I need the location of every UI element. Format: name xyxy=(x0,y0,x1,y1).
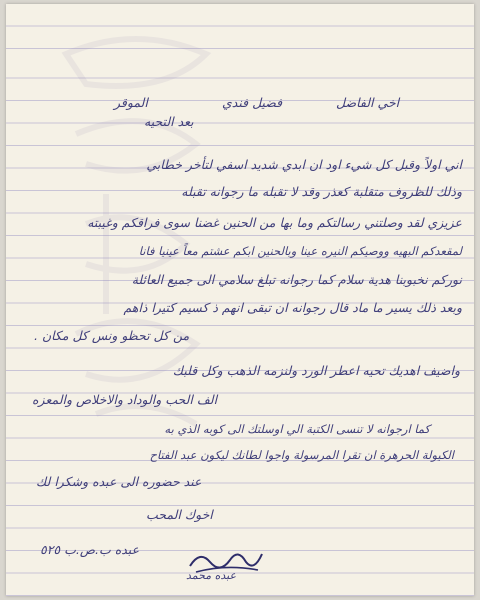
greeting-name: اخي الفاضل xyxy=(336,95,400,110)
body-line: وذلك للظروف متقلبة كعذر وقد لا تقبله ما رجوانه تقبله xyxy=(181,184,462,199)
closing-line: الكيولة الحرهرة ان تقرا المرسولة واجوا لطانك ليكون عبد الفتاح xyxy=(149,448,454,462)
signer-name: عبده محمد xyxy=(186,569,237,582)
greeting-person: فضيل فندي xyxy=(222,95,283,110)
greeting-honorific: الموقر xyxy=(114,95,148,110)
closing-line: الف الحب والوداد والاخلاص والمعزه xyxy=(32,392,218,407)
body-line: اني اولاً وقبل كل شيء اود ان ابدي شديد اسفي لتأخر خطابي xyxy=(146,157,462,172)
closing-line: كما ارجوانه لا تنسى الكتبة الي اوسلتك الى كوبه الذي به xyxy=(164,422,430,436)
sign-off: اخوك المحب xyxy=(146,507,213,522)
closing-line: عند حضوره الى عبده وشكرا لك xyxy=(36,474,202,489)
body-line: لمقعدكم البهيه ووصيكم النيره عينا وبالحنين ابكم عشتم معاً عينيا فانا xyxy=(138,244,462,258)
watermark-calligraphy xyxy=(46,14,226,454)
body-line: وبعد ذلك يسير ما ماد قال رجوانه ان تبقى انهم ذ كسيم كتيرا ذاهم xyxy=(123,300,462,315)
body-line: من كل تحظو ونس كل مكان . xyxy=(34,328,190,343)
body-line: نوركم نخبوبنا هدية سلام كما رجوانه تبلغ سلامي الى جميع العائلة xyxy=(131,272,462,287)
body-line: عزيزي لقد وصلتني رسالتكم وما بها من الحنين غضنا سوى فراقكم وغيبته xyxy=(87,215,462,230)
sender-address: عبده ب.ص.ب ٥٢٥ xyxy=(40,542,140,557)
opening-line: بعد التحيه xyxy=(144,114,194,129)
handwritten-signature xyxy=(186,544,266,580)
body-line: واضيف اهديك تحيه اعطر الورد ولنزمه الذهب وكل قلبك xyxy=(172,363,460,378)
letter-page xyxy=(6,4,474,596)
